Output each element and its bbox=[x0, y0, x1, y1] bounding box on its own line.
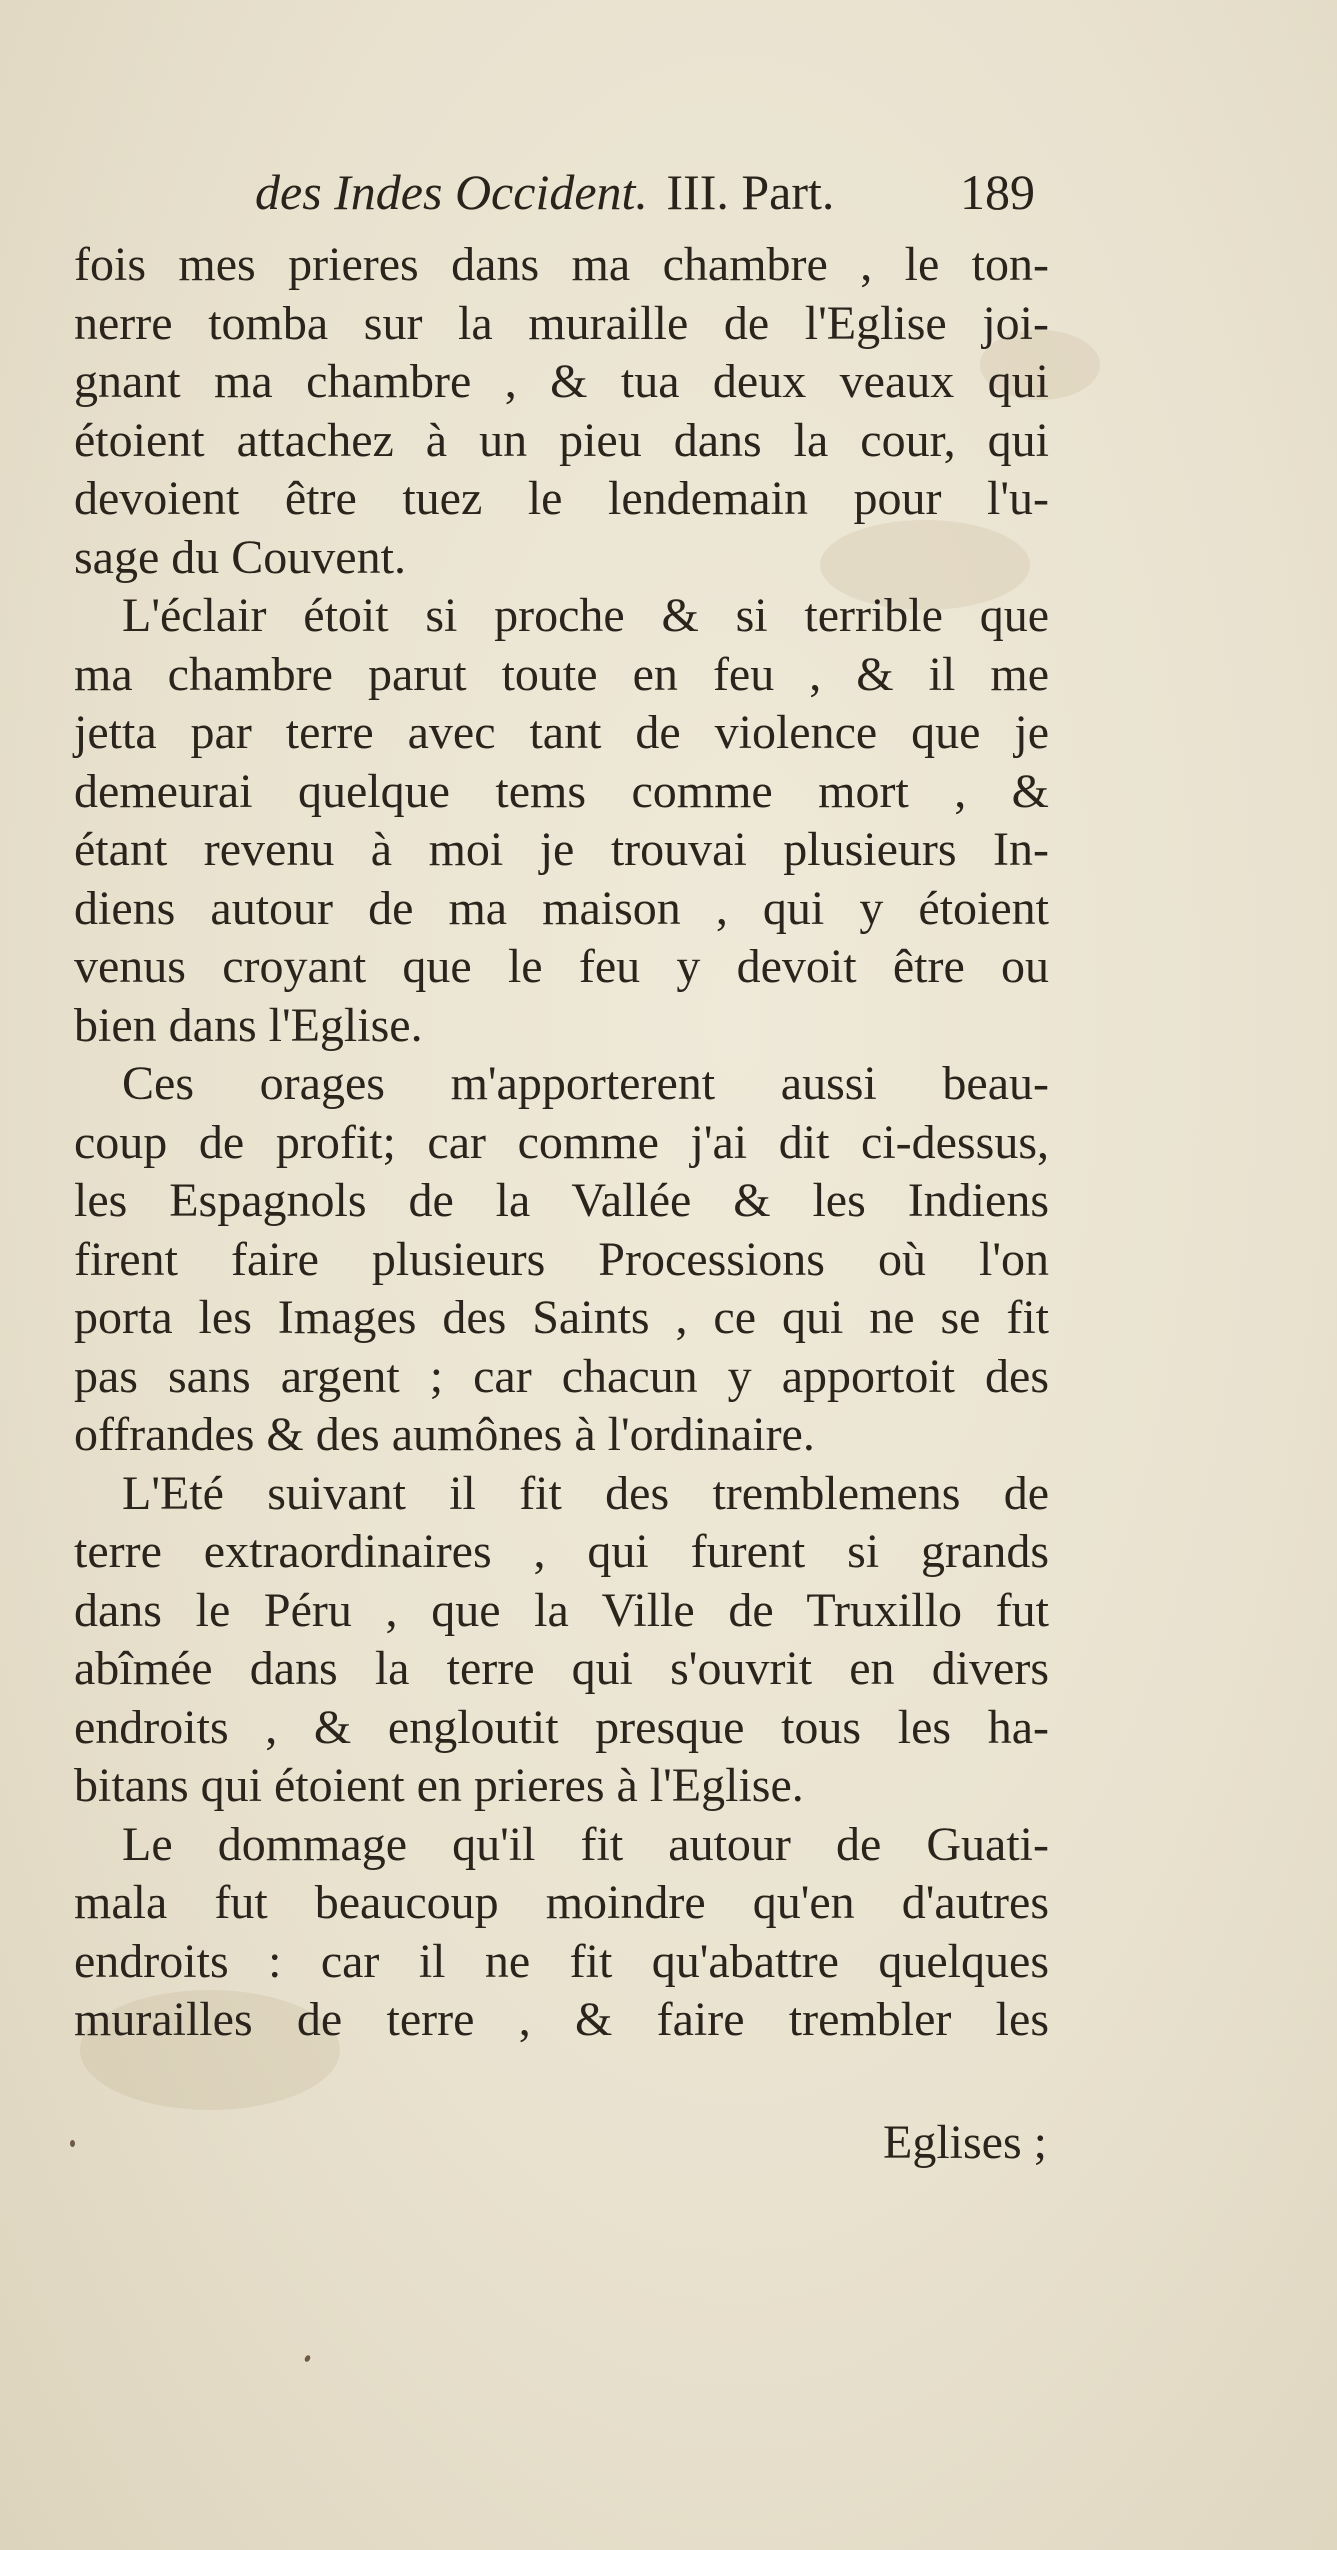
running-head-title: des Indes Occident. bbox=[255, 164, 648, 220]
text-line: coup de profit; car comme j'ai dit ci-dessus, bbox=[74, 1115, 1049, 1169]
text-line: Ces orages m'apporterent aussi beau- bbox=[122, 1057, 1049, 1110]
text-line: gnant ma chambre , & tua deux veaux qui bbox=[74, 355, 1049, 408]
running-head bbox=[255, 163, 1035, 233]
ink-speck bbox=[70, 2140, 75, 2147]
text-line: devoient être tuez le lendemain pour l'u- bbox=[74, 472, 1049, 525]
text-line: abîmée dans la terre qui s'ouvrit en divers bbox=[74, 1642, 1049, 1695]
text-line: étoient attachez à un pieu dans la cour, qui bbox=[74, 413, 1049, 467]
text-line: sage du Couvent. bbox=[74, 530, 406, 584]
running-head-part: III. Part. bbox=[666, 164, 835, 220]
ink-speck bbox=[304, 2354, 312, 2363]
text-line: demeurai quelque tems comme mort , & bbox=[74, 764, 1049, 818]
text-line: bien dans l'Eglise. bbox=[74, 998, 423, 1052]
text-line: mala fut beaucoup moindre qu'en d'autres bbox=[74, 1876, 1049, 1929]
text-line: nerre tomba sur la muraille de l'Eglise joi- bbox=[74, 296, 1049, 350]
text-line: pas sans argent ; car chacun y apportoit des bbox=[74, 1349, 1049, 1403]
text-line: endroits : car il ne fit qu'abattre quelques bbox=[74, 1934, 1049, 1988]
text-line: L'Eté suivant il fit des tremblemens de bbox=[122, 1466, 1049, 1520]
text-line: murailles de terre , & faire trembler les bbox=[74, 1993, 1049, 2046]
text-line: terre extraordinaires , qui furent si grands bbox=[74, 1525, 1049, 1578]
text-line: endroits , & engloutit presque tous les ha- bbox=[74, 1700, 1049, 1754]
text-line: L'éclair étoit si proche & si terrible que bbox=[122, 589, 1049, 642]
text-line: venus croyant que le feu y devoit être ou bbox=[74, 940, 1049, 993]
text-line: firent faire plusieurs Processions où l'on bbox=[74, 1232, 1049, 1286]
text-line: ma chambre parut toute en feu , & il me bbox=[74, 647, 1049, 701]
text-line: Le dommage qu'il fit autour de Guati- bbox=[122, 1817, 1049, 1871]
text-line: porta les Images des Saints , ce qui ne se fit bbox=[74, 1291, 1049, 1344]
text-line: dans le Péru , que la Ville de Truxillo fut bbox=[74, 1583, 1049, 1637]
page-number: 189 bbox=[960, 164, 1035, 220]
text-line: étant revenu à moi je trouvai plusieurs In- bbox=[74, 823, 1049, 876]
catchword: Eglises ; bbox=[883, 2116, 1047, 2169]
text-line: diens autour de ma maison , qui y étoient bbox=[74, 881, 1049, 935]
text-line: jetta par terre avec tant de violence que je bbox=[74, 706, 1049, 759]
text-line: bitans qui étoient en prieres à l'Eglise. bbox=[74, 1759, 804, 1812]
text-line: offrandes & des aumônes à l'ordinaire. bbox=[74, 1408, 815, 1461]
body-text bbox=[74, 236, 1049, 2050]
text-line: les Espagnols de la Vallée & les Indiens bbox=[74, 1174, 1049, 1227]
text-line: fois mes prieres dans ma chambre , le ton- bbox=[74, 238, 1049, 291]
